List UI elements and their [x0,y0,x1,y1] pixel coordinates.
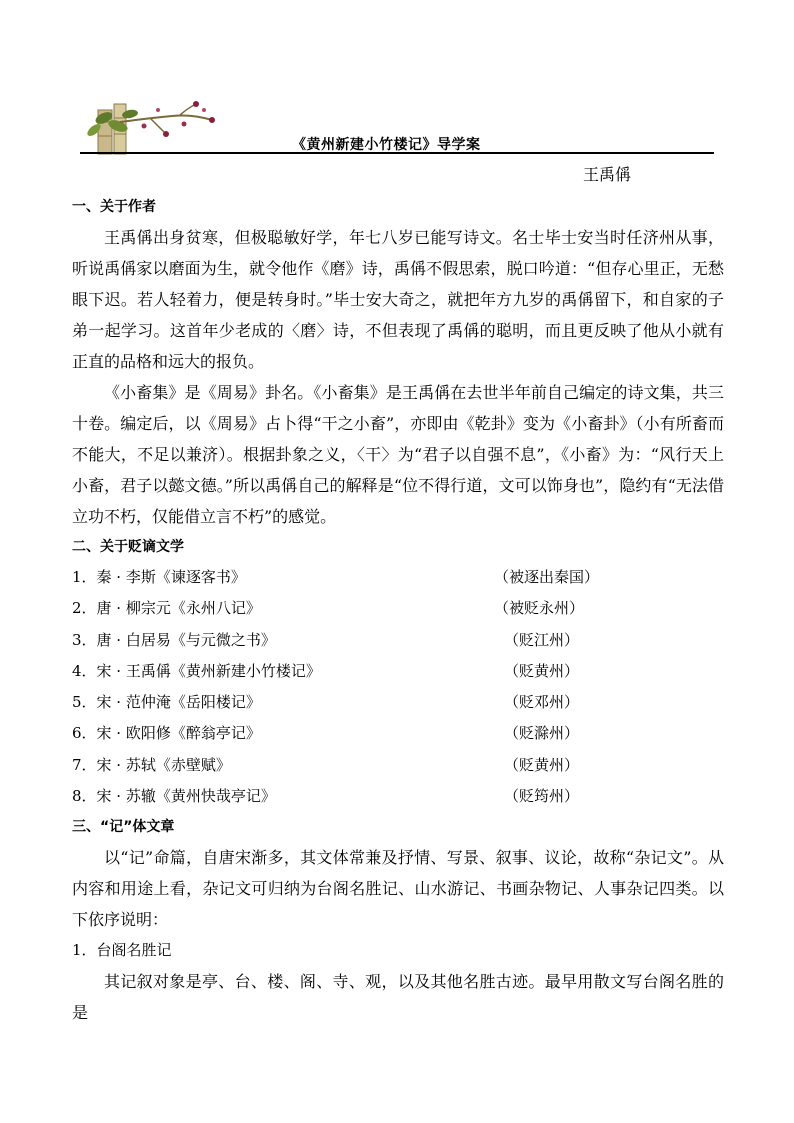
list-item-note: （被贬永州） [494,599,585,618]
author-paragraph-2: 《小畜集》是《周易》卦名。《小畜集》是王禹偁在去世半年前自己编定的诗文集，共三十卷。编定后，以《周易》占卜得“干之小畜”，亦即由《乾卦》变为《小畜卦》（小有所畜而不能大，不足以兼济）。根据卦象之义，〈干〉为“君子以自强不息”，《小畜》为：“风行天上小畜，君子以懿文德。”所以禹偁自己的解释是“位不得行道，文可以饰身也”，隐约有“无法借立功不朽，仅能借立言不朽”的感觉。 [72,383,724,526]
author-paragraph-1: 王禹偁出身贫寒，但极聪敏好学，年七八岁已能写诗文。名士毕士安当时任济州从事，听说禹偁家以磨面为生，就令他作《磨》诗，禹偁不假思索，脱口吟道：“但存心里正，无愁眼下迟。若人轻着力，便是转身时。”毕士安大奇之，就把年方九岁的禹偁留下，和自家的子弟一起学习。这首年少老成的〈磨〉诗，不但表现了禹偁的聪明，而且更反映了他从小就有正直的品格和远大的报负。 [72,228,724,371]
list-item-note: （贬黄州） [504,661,580,680]
list-item [72,750,724,781]
list-item [72,625,724,656]
ji-style-paragraph: 以“记”命篇，自唐宋渐多，其文体常兼及抒情、写景、叙事、议论，故称“杂记文”。从内容和用途上看，杂记文可归纳为台阁名胜记、山水游记、书画杂物记、人事杂记四类。以下依序说明： [72,848,724,930]
list-item-note: （贬江州） [504,630,580,649]
list-item-title: 2．唐 · 柳宗元《永州八记》 [72,599,261,618]
section-heading-exile: 二、关于贬谪文学 [72,539,184,555]
list-item-title: 7．宋 · 苏轼《赤壁赋》 [72,755,231,774]
section-heading-ji-style: 三、“记”体文章 [72,819,175,836]
list-item-title: 6．宋 · 欧阳修《醉翁亭记》 [72,724,261,743]
list-item [72,593,724,624]
author-name: 王禹偁 [583,165,632,184]
exile-work-list [72,562,724,812]
list-item-title: 3．唐 · 白居易《与元微之书》 [72,630,276,649]
list-item-note: （贬筠州） [504,787,580,806]
document-body [72,192,724,1028]
list-item-title: 8．宋 · 苏辙《黄州快哉亭记》 [72,787,276,806]
pavilion-records-paragraph: 其记叙对象是亭、台、楼、阁、寺、观，以及其他名胜古迹。最早用散文写台阁名胜的是 [72,972,724,1023]
list-item [72,562,724,593]
list-item-title: 5．宋 · 范仲淹《岳阳楼记》 [72,693,261,712]
list-item-title: 1．秦 · 李斯《谏逐客书》 [72,568,246,586]
list-item-note: （贬黄州） [504,755,580,774]
list-item-title: 4．宋 · 王禹偁《黄州新建小竹楼记》 [72,661,321,680]
list-item [72,718,724,749]
list-item-note: （贬滁州） [504,724,580,743]
list-item-note: （被逐出秦国） [494,568,600,586]
section-heading-author: 一、关于作者 [72,199,156,215]
list-item [72,687,724,718]
list-item [72,656,724,687]
list-item-note: （贬邓州） [504,693,580,712]
document-title: 《黄州新建小竹楼记》导学案 [292,137,481,153]
bamboo-flower-icon [80,96,220,160]
list-item [72,781,724,812]
subheading-pavilion-records: 1．台阁名胜记 [72,941,172,960]
